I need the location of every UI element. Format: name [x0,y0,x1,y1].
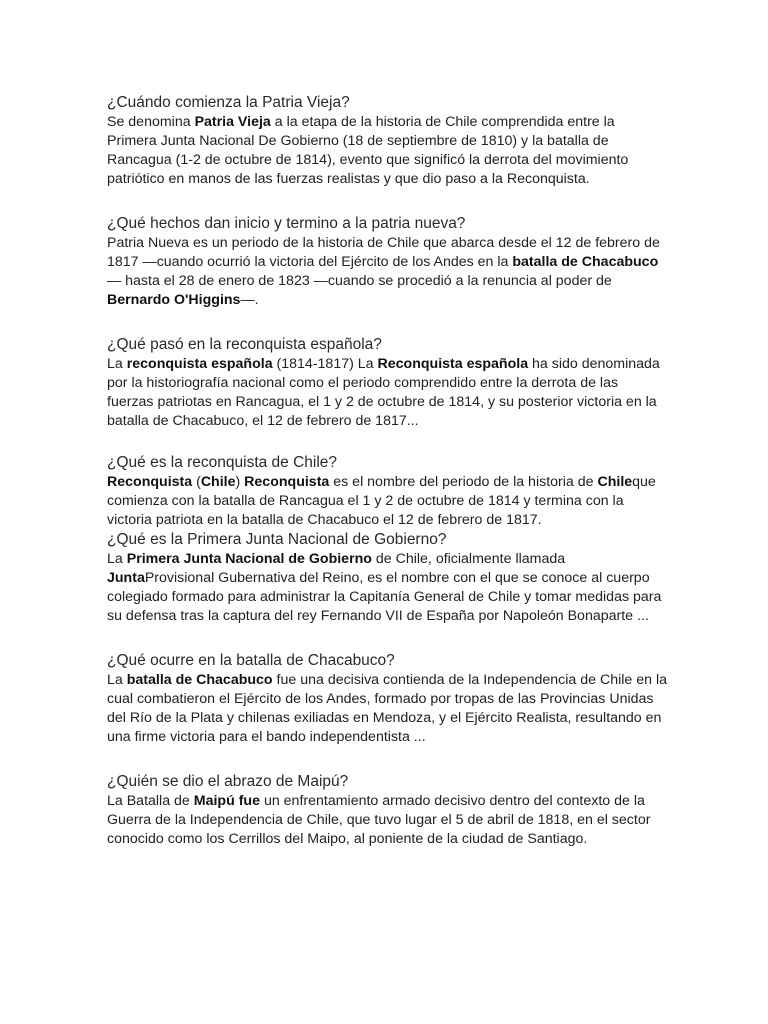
section-patria-nueva [107,214,667,310]
answer-text: (1814-1817) La [272,356,378,372]
answer-text: que comienza con la batalla de Rancagua el 1 y 2 de octubre de 1814 y termina con la victoria patriota en la batalla de Chacabuco el 12 de febrero de 1817. [107,474,656,528]
answer-bold-term: Junta [107,570,145,586]
answer-text: ( [192,474,201,490]
answer-bold-term: Reconquista [244,474,330,490]
answer-bold-term: Reconquista española [377,356,529,372]
answer-text: — hasta el 28 de enero de 1823 —cuando se procedió a la renuncia al poder de [107,273,612,289]
answer-paragraph [107,671,667,747]
answer-text: Patria Nueva es un periodo de la historia de Chile que abarca desde el 12 de febrero de 1817 —cuando ocurrió la victoria del Ejército de los Andes en la [107,235,660,270]
section-primera-junta [107,530,667,626]
answer-text: La [107,551,127,567]
document-page [107,93,667,849]
answer-text: fue una decisiva contienda de la Independencia de Chile en la cual combatieron el Ejército de los Andes, formado por tropas de las Provincias Unidas del Río de la Plata y chilenas exiliadas en Mendoza, y el Ejército Realista, resultando en una firme victoria para el bando independentista ... [107,672,667,745]
answer-paragraph [107,355,667,431]
answer-paragraph [107,792,667,849]
answer-bold-term: Primera Junta Nacional de Gobierno [126,551,372,567]
answer-bold-term: Reconquista [107,474,193,490]
answer-text: ) [235,474,245,490]
answer-bold-term: Chile [597,474,633,490]
section-batalla-chacabuco [107,651,667,747]
answer-bold-term: reconquista española [126,356,273,372]
question-heading: ¿Qué hechos dan inicio y termino a la patria nueva? [107,215,466,232]
question-heading: ¿Quién se dio el abrazo de Maipú? [107,773,349,790]
answer-text: Se denomina [107,114,195,130]
answer-text: —. [240,292,259,308]
question-heading: ¿Qué es la reconquista de Chile? [107,454,338,471]
answer-bold-term: batalla de Chacabuco [126,672,273,688]
answer-bold-term: Maipú fue [193,793,260,809]
question-heading: ¿Cuándo comienza la Patria Vieja? [107,94,350,111]
answer-bold-term: Chile [200,474,236,490]
answer-paragraph [107,234,667,310]
question-heading: ¿Qué es la Primera Junta Nacional de Gobierno? [107,531,447,548]
section-abrazo-maipu [107,772,667,849]
question-heading: ¿Qué pasó en la reconquista española? [107,336,382,353]
answer-text: La Batalla de [107,793,194,809]
section-reconquista-espanola [107,335,667,431]
answer-bold-term: Patria Vieja [194,114,271,130]
answer-paragraph [107,473,667,530]
question-heading: ¿Qué ocurre en la batalla de Chacabuco? [107,652,395,669]
answer-bold-term: batalla de Chacabuco [512,254,659,270]
answer-bold-term: Bernardo O'Higgins [107,292,241,308]
answer-text: La [107,672,127,688]
answer-paragraph [107,113,667,189]
answer-text: es el nombre del periodo de la historia de [329,474,598,490]
section-reconquista-chile [107,453,667,530]
answer-text: La [107,356,127,372]
answer-text: ha sido denominada por la historiografía nacional como el periodo comprendido entre la derrota de las fuerzas patriotas en Rancagua, el 1 y 2 de octubre de 1814, y su posterior victoria en la batalla de Chacabuco, el 12 de febrero de 1817... [107,356,660,429]
section-patria-vieja [107,93,667,189]
answer-text: un enfrentamiento armado decisivo dentro del contexto de la Guerra de la Independencia de Chile, que tuvo lugar el 5 de abril de 1818, en el sector conocido como los Cerrillos del Maipo, al poniente de la ciudad de Santiago. [107,793,651,847]
answer-paragraph [107,550,667,626]
answer-text: Provisional Gubernativa del Reino, es el nombre con el que se conoce al cuerpo colegiado formado para administrar la Capitanía General de Chile y tomar medidas para su defensa tras la captura del rey Fernando VII de España por Napoleón Bonaparte ... [107,570,662,624]
answer-text: a la etapa de la historia de Chile comprendida entre la Primera Junta Nacional De Gobierno (18 de septiembre de 1810) y la batalla de Rancagua (1-2 de octubre de 1814), evento que significó la derrota del movimiento patriótico en manos de las fuerzas realistas y que dio paso a la Reconquista. [107,114,629,187]
answer-text: de Chile, oficialmente llamada [371,551,566,567]
